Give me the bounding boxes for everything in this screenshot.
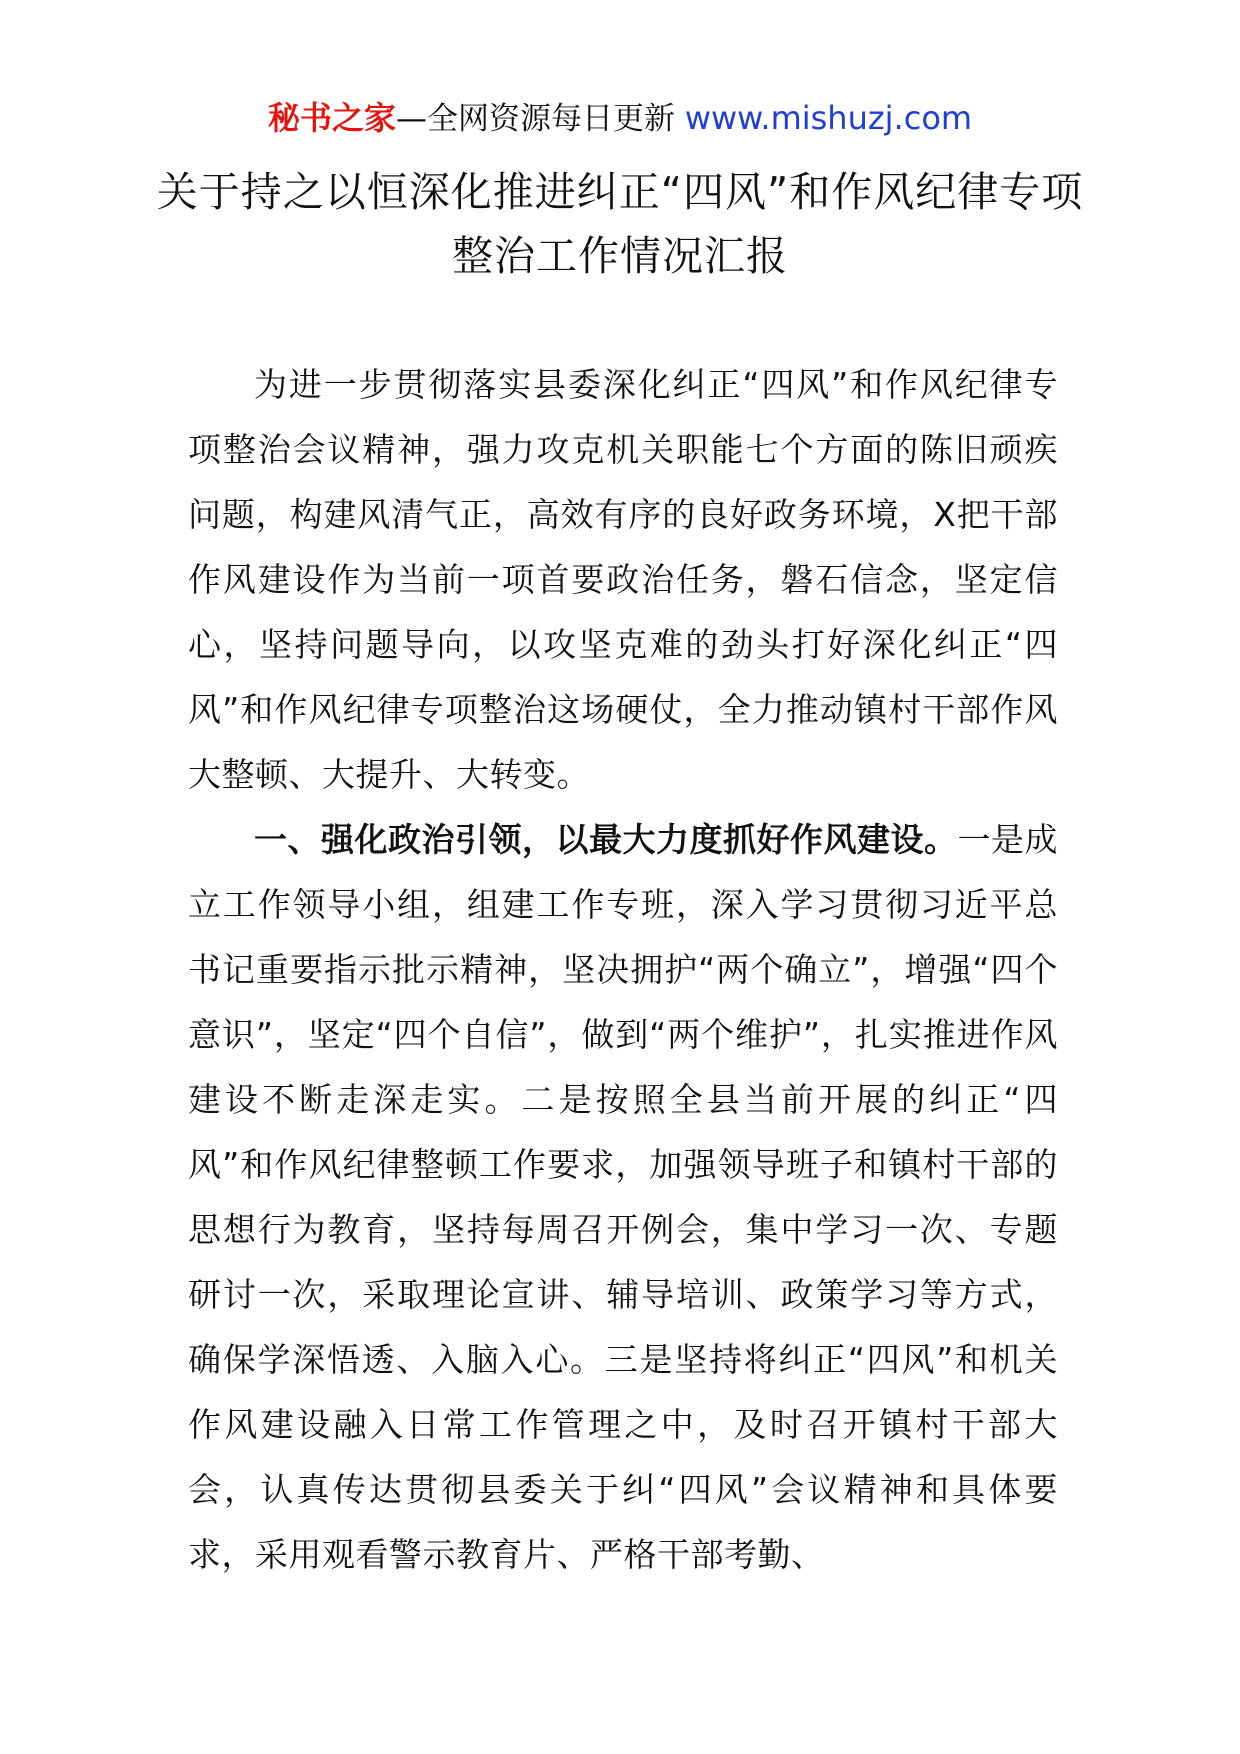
site-header xyxy=(0,98,1240,139)
section-1-body: 一是成立工作领导小组，组建工作专班，深入学习贯彻习近平总书记重要指示批示精神，坚决拥护“两个确立”，增强“四个意识”，坚定“四个自信”，做到“两个维护”，扎实推进作风建设不断走深走实。二是按照全县当前开展的纠正“四风”和作风纪律整顿工作要求，加强领导班子和镇村干部的思想行为教育，坚持每周召开例会，集中学习一次、专题研讨一次，采取理论宣讲、辅导培训、政策学习等方式，确保学深悟透、入脑入心。三是坚持将纠正“四风”和机关作风建设融入日常工作管理之中，及时召开镇村干部大会，认真传达贯彻县委关于纠“四风”会议精神和具体要求，采用观看警示教育片、严格干部考勤、 xyxy=(188,820,1058,1574)
header-tagline: —全网资源每日更新 xyxy=(395,101,685,137)
site-url-link[interactable]: www.mishuzj.com xyxy=(684,99,973,137)
document-body xyxy=(188,352,1058,1587)
brand-name: 秘书之家 xyxy=(267,99,396,137)
document-title: 关于持之以恒深化推进纠正“四风”和作风纪律专项整治工作情况汇报 xyxy=(156,168,1084,280)
section-1-heading: 一、强化政治引领，以最大力度抓好作风建设。 xyxy=(254,820,958,859)
section-1-paragraph xyxy=(188,807,1058,1587)
intro-paragraph: 为进一步贯彻落实县委深化纠正“四风”和作风纪律专项整治会议精神，强力攻克机关职能七个方面的陈旧顽疾问题，构建风清气正，高效有序的良好政务环境，X把干部作风建设作为当前一项首要政治任务，磐石信念，坚定信心，坚持问题导向，以攻坚克难的劲头打好深化纠正“四风”和作风纪律专项整治这场硬仗，全力推动镇村干部作风大整顿、大提升、大转变。 xyxy=(188,365,1058,794)
